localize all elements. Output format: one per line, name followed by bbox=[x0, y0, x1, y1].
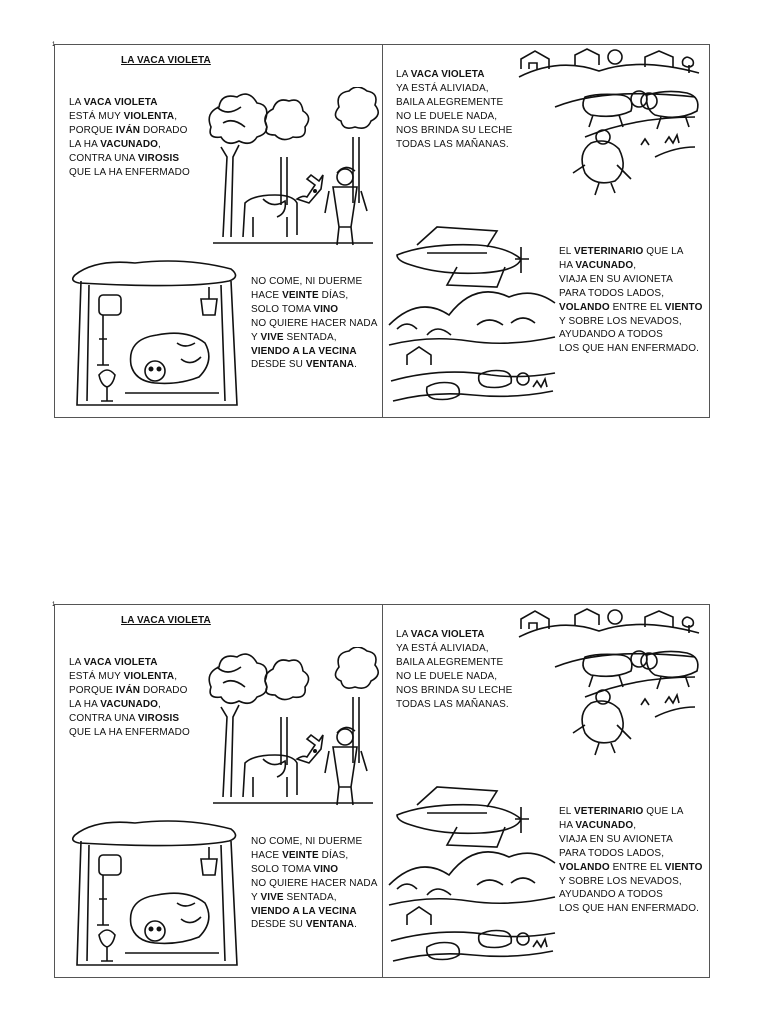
line-text: HA bbox=[559, 819, 576, 831]
stanza-window-line bbox=[251, 345, 357, 358]
line-text: LA HA bbox=[69, 698, 101, 710]
line-text: DORADO bbox=[140, 684, 188, 696]
line-text: CONTRA UNA bbox=[69, 712, 138, 724]
line-text: ENTRE EL bbox=[609, 861, 665, 873]
bold-word: VETERINARIO bbox=[573, 246, 644, 257]
stanza-vet-line bbox=[559, 805, 684, 818]
stanza-intro-line bbox=[69, 96, 158, 109]
stanza-intro-line bbox=[69, 712, 179, 725]
stanza-vet-line bbox=[559, 301, 702, 314]
stanza-window-line bbox=[251, 317, 377, 330]
stanza-window-line bbox=[251, 289, 348, 302]
line-text: DÍAS, bbox=[318, 289, 349, 301]
stanza-relief-line bbox=[396, 68, 485, 81]
line-text: . bbox=[354, 919, 357, 931]
bold-word: VIENTO bbox=[664, 301, 703, 313]
bold-word: VENTANA bbox=[305, 359, 355, 371]
line-text: SOLO TOMA bbox=[251, 303, 314, 315]
story-title: LA VACA VIOLETA bbox=[121, 615, 211, 626]
line-text: PARA TODOS LADOS, bbox=[559, 287, 665, 299]
line-text: . bbox=[354, 359, 357, 371]
line-text: LA HA bbox=[69, 138, 101, 150]
line-text: PORQUE bbox=[69, 684, 116, 696]
story-title: LA VACA VIOLETA bbox=[121, 55, 211, 66]
bold-word: VOLANDO bbox=[559, 301, 610, 313]
stanza-vet-line bbox=[559, 888, 663, 901]
bold-word: VACUNADO bbox=[100, 138, 159, 150]
line-text: QUE LA HA ENFERMADO bbox=[69, 166, 190, 178]
stanza-intro-line bbox=[69, 684, 188, 697]
bold-word: VIENTO bbox=[664, 861, 703, 873]
stanza-vet-line bbox=[559, 287, 664, 300]
line-text: NO QUIERE HACER NADA bbox=[251, 317, 378, 329]
line-text: HA bbox=[559, 259, 576, 271]
stanza-vet-line bbox=[559, 259, 636, 272]
stanza-vet-line bbox=[559, 833, 673, 846]
dancing-cows-icon bbox=[515, 607, 705, 757]
stanza-relief-line bbox=[396, 670, 497, 683]
bold-word: VACUNADO bbox=[100, 698, 159, 710]
line-text: DORADO bbox=[140, 124, 188, 136]
bold-word: VIROSIS bbox=[137, 152, 180, 164]
line-text: NO QUIERE HACER NADA bbox=[251, 877, 378, 889]
line-text: QUE LA bbox=[643, 246, 684, 257]
stanza-intro-line bbox=[69, 110, 177, 123]
stanza-intro-line bbox=[69, 726, 190, 739]
bold-word: VIOLENTA bbox=[123, 670, 175, 682]
bold-word: VIENDO A LA VECINA bbox=[251, 905, 357, 917]
stanza-relief-line bbox=[396, 684, 512, 697]
bold-word: VETERINARIO bbox=[573, 806, 644, 817]
bold-word: VIOLENTA bbox=[123, 110, 175, 122]
line-text: DESDE SU bbox=[251, 359, 306, 371]
line-text: SOLO TOMA bbox=[251, 863, 314, 875]
line-text: NOS BRINDA SU LECHE bbox=[396, 684, 513, 696]
cow-window-icon bbox=[69, 255, 245, 415]
cow-farmer-trees-icon bbox=[203, 87, 379, 247]
line-text: QUE LA bbox=[643, 806, 684, 817]
line-text: EL bbox=[559, 806, 574, 817]
line-text: NO COME, NI DUERME bbox=[251, 836, 363, 847]
line-text: TODAS LAS MAÑANAS. bbox=[396, 698, 509, 710]
line-text: NO COME, NI DUERME bbox=[251, 276, 363, 287]
bold-word: VIVE bbox=[260, 891, 284, 903]
bold-word: VACA VIOLETA bbox=[83, 97, 158, 108]
cow-window-icon bbox=[69, 815, 245, 975]
stanza-window-line bbox=[251, 303, 338, 316]
line-text: VIAJA EN SU AVIONETA bbox=[559, 833, 673, 845]
stanza-intro-line bbox=[69, 698, 161, 711]
stanza-vet-line bbox=[559, 328, 663, 341]
line-text: AYUDANDO A TODOS bbox=[559, 889, 663, 901]
line-text: BAILA ALEGREMENTE bbox=[396, 656, 504, 668]
panel-divider bbox=[382, 45, 383, 417]
stanza-intro-line bbox=[69, 656, 158, 669]
line-text: LA bbox=[396, 629, 411, 640]
cow-farmer-trees-icon bbox=[203, 647, 379, 807]
stanza-window-line bbox=[251, 891, 337, 904]
bold-word: VEINTE bbox=[282, 289, 319, 301]
line-text: NOS BRINDA SU LECHE bbox=[396, 124, 513, 136]
stanza-vet-line bbox=[559, 902, 699, 915]
line-text: Y SOBRE LOS NEVADOS, bbox=[559, 315, 682, 327]
stanza-window-line bbox=[251, 918, 357, 931]
story-sheet-top bbox=[54, 44, 710, 418]
bold-word: VIVE bbox=[260, 331, 284, 343]
line-text: SENTADA, bbox=[283, 331, 337, 343]
stanza-relief-line bbox=[396, 110, 497, 123]
line-text: ESTÁ MUY bbox=[69, 670, 124, 682]
line-text: VIAJA EN SU AVIONETA bbox=[559, 273, 673, 285]
line-text: BAILA ALEGREMENTE bbox=[396, 96, 504, 108]
stanza-relief-line bbox=[396, 642, 489, 655]
stanza-window-line bbox=[251, 835, 362, 848]
stanza-window-line bbox=[251, 849, 348, 862]
line-text: Y bbox=[251, 331, 261, 343]
stanza-intro-line bbox=[69, 152, 179, 165]
bold-word: VEINTE bbox=[282, 849, 319, 861]
dancing-cows-icon bbox=[515, 47, 705, 197]
stanza-relief-line bbox=[396, 82, 489, 95]
bold-word: VACA VIOLETA bbox=[83, 657, 158, 668]
stanza-relief-line bbox=[396, 698, 509, 711]
line-text: HACE bbox=[251, 849, 283, 861]
line-text: CONTRA UNA bbox=[69, 152, 138, 164]
line-text: YA ESTÁ ALIVIADA, bbox=[396, 642, 489, 654]
bold-word: VACA VIOLETA bbox=[410, 69, 485, 80]
stanza-relief-line bbox=[396, 138, 509, 151]
bold-word: VINO bbox=[313, 863, 339, 875]
stanza-window-line bbox=[251, 331, 337, 344]
stanza-vet-line bbox=[559, 861, 702, 874]
stanza-relief-line bbox=[396, 96, 503, 109]
line-text: ESTÁ MUY bbox=[69, 110, 124, 122]
stanza-relief-line bbox=[396, 628, 485, 641]
corner-mark: 1 bbox=[52, 42, 56, 48]
line-text: NO LE DUELE NADA, bbox=[396, 110, 498, 122]
stanza-vet-line bbox=[559, 342, 699, 355]
line-text: DÍAS, bbox=[318, 849, 349, 861]
line-text: , bbox=[158, 138, 161, 150]
bold-word: VACUNADO bbox=[575, 259, 634, 271]
bold-word: IVÁN bbox=[115, 684, 141, 696]
line-text: HACE bbox=[251, 289, 283, 301]
plane-landscape-icon bbox=[387, 775, 557, 971]
bold-word: VENTANA bbox=[305, 919, 355, 931]
bold-word: VINO bbox=[313, 303, 339, 315]
line-text: , bbox=[158, 698, 161, 710]
line-text: LOS QUE HAN ENFERMADO. bbox=[559, 343, 699, 355]
stanza-window-line bbox=[251, 877, 377, 890]
line-text: NO LE DUELE NADA, bbox=[396, 670, 498, 682]
line-text: , bbox=[633, 259, 637, 271]
bold-word: VACUNADO bbox=[575, 819, 634, 831]
bold-word: VACA VIOLETA bbox=[410, 629, 485, 640]
corner-mark: 1 bbox=[52, 602, 56, 608]
plane-landscape-icon bbox=[387, 215, 557, 411]
stanza-window-line bbox=[251, 863, 338, 876]
line-text: DESDE SU bbox=[251, 919, 306, 931]
line-text: TODAS LAS MAÑANAS. bbox=[396, 138, 509, 150]
stanza-window-line bbox=[251, 275, 362, 288]
stanza-vet-line bbox=[559, 847, 664, 860]
stanza-window-line bbox=[251, 905, 357, 918]
stanza-window-line bbox=[251, 358, 357, 371]
stanza-vet-line bbox=[559, 245, 684, 258]
stanza-vet-line bbox=[559, 315, 682, 328]
stanza-vet-line bbox=[559, 819, 636, 832]
line-text: , bbox=[174, 670, 178, 682]
line-text: LA bbox=[69, 97, 84, 108]
bold-word: IVÁN bbox=[115, 124, 141, 136]
stanza-vet-line bbox=[559, 273, 673, 286]
line-text: ENTRE EL bbox=[609, 301, 665, 313]
line-text: PORQUE bbox=[69, 124, 116, 136]
line-text: LA bbox=[69, 657, 84, 668]
line-text: LOS QUE HAN ENFERMADO. bbox=[559, 903, 699, 915]
stanza-relief-line bbox=[396, 656, 503, 669]
line-text: EL bbox=[559, 246, 574, 257]
stanza-intro-line bbox=[69, 166, 190, 179]
stanza-intro-line bbox=[69, 124, 188, 137]
line-text: QUE LA HA ENFERMADO bbox=[69, 726, 190, 738]
stanza-intro-line bbox=[69, 138, 161, 151]
panel-divider bbox=[382, 605, 383, 977]
line-text: SENTADA, bbox=[283, 891, 337, 903]
line-text: , bbox=[174, 110, 178, 122]
line-text: , bbox=[633, 819, 637, 831]
stanza-vet-line bbox=[559, 875, 682, 888]
line-text: Y bbox=[251, 891, 261, 903]
bold-word: VOLANDO bbox=[559, 861, 610, 873]
line-text: LA bbox=[396, 69, 411, 80]
story-sheet-bottom bbox=[54, 604, 710, 978]
stanza-relief-line bbox=[396, 124, 512, 137]
line-text: YA ESTÁ ALIVIADA, bbox=[396, 82, 489, 94]
bold-word: VIENDO A LA VECINA bbox=[251, 345, 357, 357]
bold-word: VIROSIS bbox=[137, 712, 180, 724]
line-text: Y SOBRE LOS NEVADOS, bbox=[559, 875, 682, 887]
stanza-intro-line bbox=[69, 670, 177, 683]
line-text: AYUDANDO A TODOS bbox=[559, 329, 663, 341]
line-text: PARA TODOS LADOS, bbox=[559, 847, 665, 859]
